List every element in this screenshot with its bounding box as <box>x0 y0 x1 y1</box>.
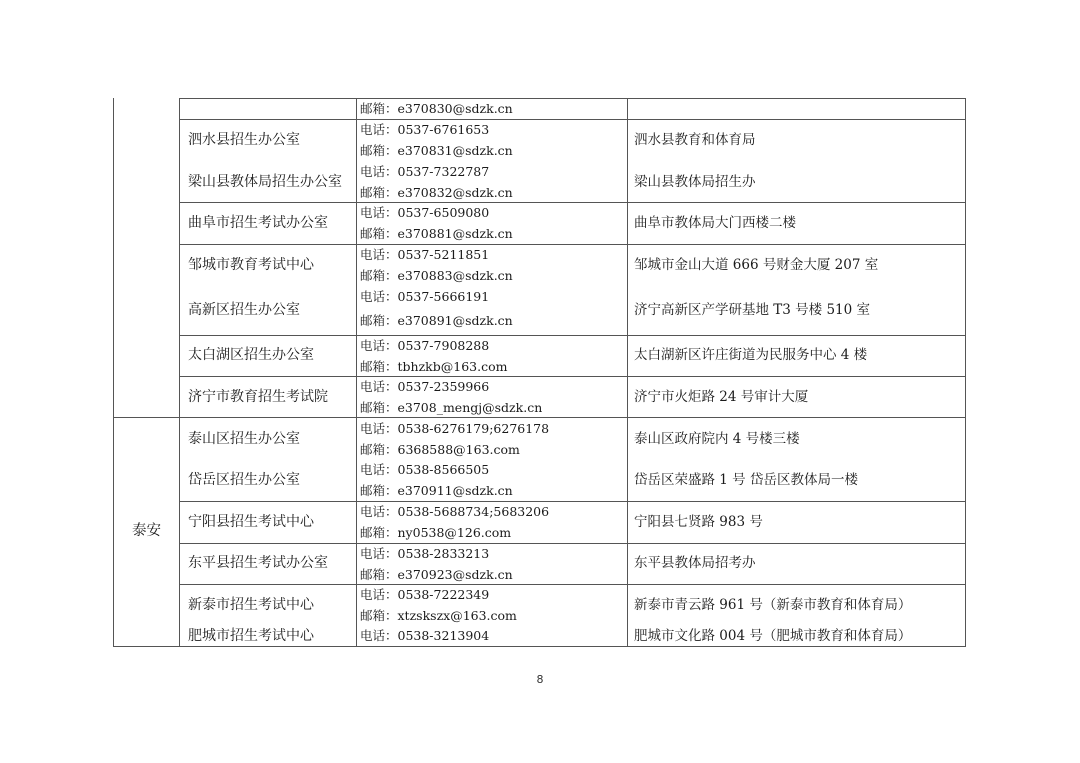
row-divider <box>179 335 966 336</box>
office-address: 泗水县教育和体育局 <box>634 132 756 148</box>
contact-line: 电话：0537-2359966 <box>360 379 490 394</box>
column-divider-address <box>627 98 628 647</box>
contact-line: 邮箱：e370911@sdzk.cn <box>360 483 513 498</box>
office-address: 太白湖新区许庄街道为民服务中心 4 楼 <box>634 347 868 363</box>
row-divider <box>179 202 966 203</box>
office-address: 泰山区政府院内 4 号楼三楼 <box>634 431 800 447</box>
contact-line: 电话：0537-6761653 <box>360 122 490 137</box>
office-address: 曲阜市教体局大门西楼二楼 <box>634 215 796 231</box>
city-label: 泰安 <box>132 523 161 539</box>
contact-line: 电话：0537-5666191 <box>360 289 490 304</box>
contact-line: 电话：0538-6276179;6276178 <box>360 421 550 436</box>
contact-line: 邮箱：tbhzkb@163.com <box>360 359 508 374</box>
contact-line: 邮箱：e370883@sdzk.cn <box>360 268 513 283</box>
contact-line: 邮箱：6368588@163.com <box>360 442 520 457</box>
row-divider <box>179 501 966 502</box>
row-divider <box>179 98 966 99</box>
contact-line: 电话：0538-5688734;5683206 <box>360 504 550 519</box>
contact-line: 电话：0537-5211851 <box>360 247 490 262</box>
contact-line: 邮箱：e370891@sdzk.cn <box>360 313 513 328</box>
contact-line: 电话：0538-8566505 <box>360 462 490 477</box>
office-name: 济宁市教育招生考试院 <box>188 389 328 405</box>
table-left-border <box>113 98 114 647</box>
row-divider <box>179 376 966 377</box>
table-bottom-border <box>113 646 966 647</box>
office-address: 新泰市青云路 961 号（新泰市教育和体育局） <box>634 597 912 613</box>
contact-line: 邮箱：e370832@sdzk.cn <box>360 185 513 200</box>
city-divider <box>113 417 966 418</box>
office-name: 梁山县教体局招生办公室 <box>188 174 342 190</box>
contact-line: 邮箱：e370881@sdzk.cn <box>360 226 513 241</box>
office-address: 梁山县教体局招生办 <box>634 174 756 190</box>
contact-line: 邮箱：xtzskszx@163.com <box>360 608 517 623</box>
contact-line: 邮箱：e370831@sdzk.cn <box>360 143 513 158</box>
row-divider <box>179 584 966 585</box>
contact-line: 电话：0537-6509080 <box>360 205 490 220</box>
office-name: 曲阜市招生考试办公室 <box>188 215 328 231</box>
contact-line: 电话：0537-7908288 <box>360 338 490 353</box>
office-name: 太白湖区招生办公室 <box>188 347 314 363</box>
office-name: 岱岳区招生办公室 <box>188 472 300 488</box>
office-address: 东平县教体局招考办 <box>634 555 756 571</box>
row-divider <box>179 244 966 245</box>
column-divider-name <box>179 98 180 647</box>
office-name: 东平县招生考试办公室 <box>188 555 328 571</box>
contact-line: 电话：0538-3213904 <box>360 628 490 643</box>
office-name: 新泰市招生考试中心 <box>188 597 314 613</box>
column-divider-contact <box>356 98 357 647</box>
contact-line: 邮箱：e370830@sdzk.cn <box>360 101 513 116</box>
office-address: 邹城市金山大道 666 号财金大厦 207 室 <box>634 257 879 273</box>
contact-line: 电话：0538-2833213 <box>360 546 490 561</box>
page-number: 8 <box>536 673 544 686</box>
office-address: 岱岳区荣盛路 1 号 岱岳区教体局一楼 <box>634 472 858 488</box>
contact-line: 电话：0537-7322787 <box>360 164 490 179</box>
contact-line: 邮箱：ny0538@126.com <box>360 525 512 540</box>
contact-line: 邮箱：e3708_mengj@sdzk.cn <box>360 400 543 415</box>
office-name: 泗水县招生办公室 <box>188 132 300 148</box>
office-name: 宁阳县招生考试中心 <box>188 514 314 530</box>
office-address: 济宁市火炬路 24 号审计大厦 <box>634 389 809 405</box>
row-divider <box>179 119 966 120</box>
office-name: 泰山区招生办公室 <box>188 431 300 447</box>
office-address: 济宁高新区产学研基地 T3 号楼 510 室 <box>634 302 871 318</box>
table-right-border <box>965 98 966 647</box>
office-address: 宁阳县七贤路 983 号 <box>634 514 763 530</box>
contact-line: 电话：0538-7222349 <box>360 587 490 602</box>
office-name: 肥城市招生考试中心 <box>188 628 314 644</box>
row-divider <box>179 543 966 544</box>
contact-line: 邮箱：e370923@sdzk.cn <box>360 567 513 582</box>
office-name: 邹城市教育考试中心 <box>188 257 314 273</box>
office-name: 高新区招生办公室 <box>188 302 300 318</box>
office-address: 肥城市文化路 004 号（肥城市教育和体育局） <box>634 628 912 644</box>
